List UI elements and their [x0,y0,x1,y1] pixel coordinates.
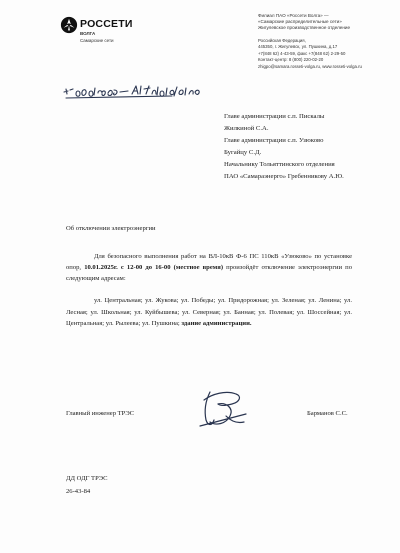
logo-name: РОССЕТИ [80,18,133,30]
outage-time: 10.01.2025г. с 12-00 до 16-00 (местное время) [84,264,224,272]
branch-info [258,13,393,32]
executor-department: ДД ОДГ ТРЭС [66,475,108,482]
branch-line: Жигулевское производственное отделение [258,25,351,31]
handwritten-signature [196,386,250,432]
contact-line: zhigpo@samara.rosseti-volga.ru, www.rosseti-volga.ru [258,63,362,69]
body-text-end: произойдёт отключение электроэнергии по следующим адресам: [66,264,353,283]
company-logo [60,16,140,56]
addressee-line: ПАО «Самараэнерго» Гребенникову А.Ю. [224,173,344,180]
logo-subtitle-branch: Самарские сети [80,38,114,43]
executor-phone: 26-43-84 [66,488,91,495]
body-text-start: Для безопасного выполнения работ на ВЛ-10кВ Ф-6 ПС 110кВ «Узюково» по установке опор, [66,253,352,272]
addressee-line: Начальнику Тольяттинского отделения [224,161,335,168]
contact-info [258,38,398,70]
addressee-line: Жилкиной С.А. [224,125,269,132]
logo-subtitle-region: ВОЛГА [80,31,96,36]
street-list-tail: здание администрации. [181,320,252,328]
signatory-role: Главный инженер ТРЭС [66,410,135,417]
contact-line: 445350, г. Жигулевск, ул. Пушкина, д.17 [258,44,338,50]
street-names: ул. Центральная; ул. Жукова; ул. Победы; ул. Придорожная; ул. Зеленая; ул. Ленина; ул. Лесная; ул. Школьная; ул. Куйбышева; ул. Северная; ул. Банная; ул. Полевая; ул. Шоссейная; ул. Центральная; ул. Рылеева; ул. Пушкина; [66,297,352,328]
contact-line: +7(848 62) 4-43-59, факс +7(848 62) 2-29-50 [258,50,346,56]
addressee-line: Главе администрации с.п. Пискалы [224,113,325,120]
contact-line: Контакт-центр: 8 (800) 220-02-20 [258,57,324,63]
body-paragraph [66,251,352,285]
rosseti-logo-icon [60,16,78,34]
letter-body [66,251,352,285]
addressee-block [224,111,344,183]
branch-line: «Самарские распределительные сети» [258,19,342,25]
letter-subject: Об отключении электроэнергии [66,225,156,232]
addressee-line: Главе администрации с.п. Узюково [224,137,324,144]
street-list [66,295,352,330]
branch-line: Филиал ПАО «Россети Волга» — [258,13,329,18]
addressee-line: Бугайцу С.Д. [224,149,262,156]
handwritten-outgoing-number [62,76,222,104]
street-paragraph [66,295,352,330]
signatory-name: Барманов С.С. [307,410,348,417]
contact-line: Российская Федерация, [258,38,306,43]
